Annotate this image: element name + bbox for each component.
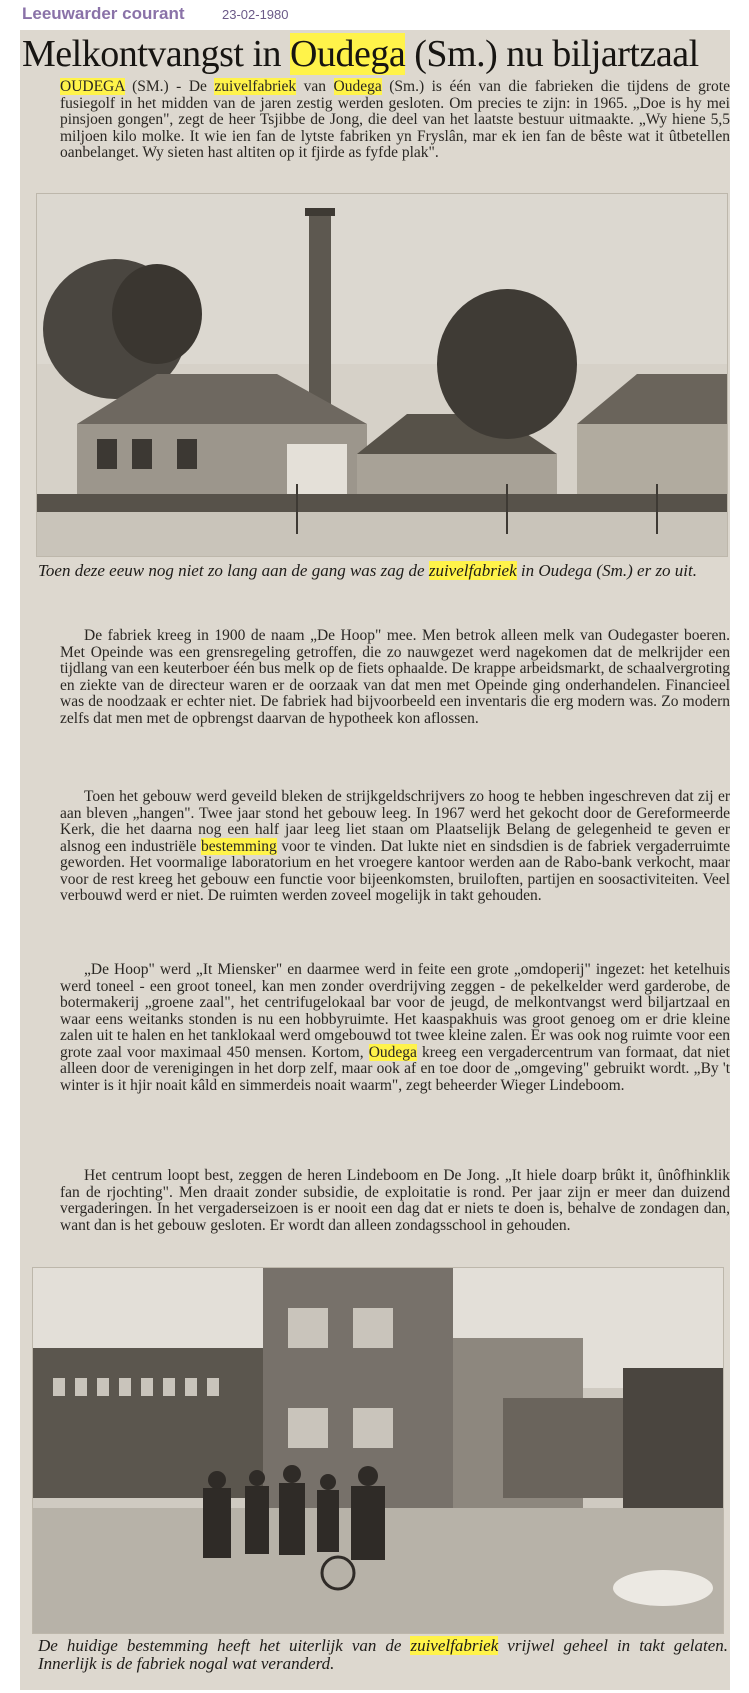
page-header [0, 0, 749, 30]
body-paragraph-1: De fabriek kreeg in 1900 de naam „De Hoop" mee. Men betrok alleen melk van Oudegaster boeren. Met Opeinde was een grensregeling getroffen, die zo nauwgezet werd nagekomen dat de melkrijder een tijdlang van een keuterboer één bus melk op de fiets ophaalde. De krappe arbeidsmarkt, de schaalvergroting en ziekte van de directeur waren er de oorzaak van dat men met Opeinde ging onderhandelen. Financieel was de noodzaak er echter niet. De fabriek had bijvoorbeeld een inventaris die erg modern was. Zo modern zelfs dat men met de opbrengst daarvan de hypotheek kon aflossen. [60, 627, 730, 727]
article-headline: Melkontvangst in Oudega (Sm.) nu biljartzaal [22, 33, 699, 75]
current-building-photo [32, 1267, 724, 1634]
keyword-highlight: zuivelfabriek [428, 561, 517, 580]
keyword-highlight: zuivelfabriek [214, 78, 297, 95]
photo-caption-2: De huidige bestemming heeft het uiterlijk van de zuivelfabriek vrijwel geheel in takt gelaten. Innerlijk is de fabriek nogal wat veranderd. [38, 1636, 728, 1673]
body-paragraph-2: Toen het gebouw werd geveild bleken de strijkgeldschrijvers zo hoog te hebben ingeschreven dat zij er aan bleven „hangen". Twee jaar stond het gebouw leeg. In 1967 werd het gekocht door de Gereformeerde Kerk, die het daarna nog een half jaar leeg liet staan om Plaatselijk Belang de gelegenheid te geven er alsnog een industriële bestemming voor te vinden. Dat lukte niet en sindsdien is de fabriek vergaderruimte geworden. Het voormalige laboratorium en het vroegere kantoor werden aan de Rabo-bank verkocht, maar voor de rest kreeg het gebouw een functie voor bijeenkomsten, bruiloften, partijen en soosactiviteiten. Veel verbouwd werd er niet. De ruimten werden zoveel mogelijk in takt gehouden. [60, 788, 730, 904]
body-paragraph-4: Het centrum loopt best, zeggen de heren Lindeboom en De Jong. „It hiele doarp brûkt it, ûnôfhinklik fan de rjochting". Men draait zonder subsidie, de exploitatie is rond. Per jaar zijn er meer dan duizend vergaderingen. In het vergaderseizoen is er nooit een dag dat er niets te doen is, behalve de zondagen dan, want dan is het gebouw gesloten. Er wordt dan alleen zondagsschool in gehouden. [60, 1167, 730, 1234]
body-paragraph-3: „De Hoop" werd „It Miensker" en daarmee werd in feite een grote „omdoperij" ingezet: het ketelhuis werd toneel - een groot toneel, kan men zonder overdrijving zeggen - de pekelkelder werd garderobe, de botermakerij „groene zaal", het centrifugelokaal bar voor de jeugd, de melkontvangst werd biljartzaal en waar eens weitanks stonden is nu een hobbyruimte. Het kaaspakhuis was groot genoeg om er drie kleine zalen uit te halen en het tanklokaal werd omgebouwd tot twee kleine zalen. Er was ook nog ruimte voor een grote zaal voor maximaal 450 mensen. Kortom, Oudega kreeg een vergadercentrum van formaat, dat niet alleen door de verenigingen in het dorp zelf, maar ook af en toe door de „omgeving" gebruikt wordt. „By 't winter is it hjir noait kâld en simmerdeis noait waarm", zegt beheerder Wieger Lindeboom. [60, 961, 730, 1094]
keyword-highlight: zuivelfabriek [410, 1636, 499, 1655]
lead-paragraph: OUDEGA (SM.) - De zuivelfabriek van Oudega (Sm.) is één van die fabrieken die tijdens de grote fusiegolf in het midden van de jaren zestig werden gesloten. Om precies te zijn: in 1965. „Doe is hy mei pinsjoen gongen", zegt de heer Tsjibbe de Jong, die deel van het laatste bestuur uitmaakte. „Wy hiene 5,5 miljoen kilo molke. It wie ien fan de lytste fabriken yn Fryslân, mar ek ien fan de bêste wat it ûtbetellen oanbelanget. Wy sieten hast altiten op it fjirde as fyfde plak". [60, 78, 730, 161]
keyword-highlight: Oudega [333, 78, 382, 95]
newspaper-name: Leeuwarder courant [22, 4, 185, 23]
dateline: OUDEGA [60, 78, 125, 95]
headline-highlight: Oudega [290, 33, 406, 75]
keyword-highlight: bestemming [201, 837, 277, 855]
historic-factory-photo [36, 193, 728, 557]
keyword-highlight: Oudega [368, 1043, 417, 1061]
photo-caption-1: Toen deze eeuw nog niet zo lang aan de gang was zag de zuivelfabriek in Oudega (Sm.) er zo uit. [38, 561, 698, 580]
publication-date: 23-02-1980 [222, 7, 289, 22]
